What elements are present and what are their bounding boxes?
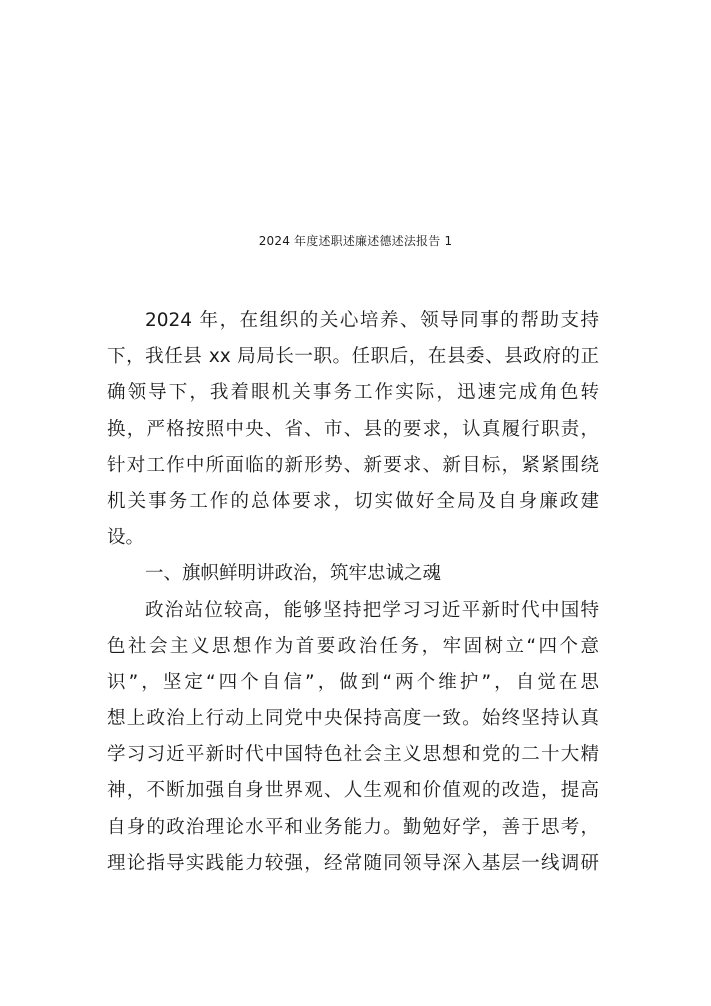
text-line: 自身的政治理论水平和业务能力。勤勉好学，善于思考， [107,816,599,838]
section-heading-1 [107,556,599,592]
text-line: 换，严格按照中央、省、市、县的要求，认真履行职责， [107,418,599,440]
text-line: 想上政治上行动上同党中央保持高度一致。始终坚持认真 [107,708,599,730]
text-line: 学习习近平新时代中国特色社会主义思想和党的二十大精 [107,744,599,766]
section-1-paragraph [107,593,599,883]
document-body [107,303,599,882]
text-line: 理论指导实践能力较强，经常随同领导深入基层一线调研 [107,852,599,874]
text-line: 机关事务工作的总体要求，切实做好全局及自身廉政建 [107,490,599,512]
text-line: 针对工作中所面临的新形势、新要求、新目标，紧紧围绕 [107,454,599,476]
text-line: 下，我任县 xx 局局长一职。任职后，在县委、县政府的正 [107,346,599,368]
text-line: 识”，坚定“四个自信”，做到“两个维护”，自觉在思 [107,671,599,693]
intro-paragraph [107,303,599,556]
section-heading-text: 一、旗帜鲜明讲政治，筑牢忠诚之魂 [145,563,442,585]
text-line: 神，不断加强自身世界观、人生观和价值观的改造，提高 [107,780,599,802]
text-line: 政治站位较高，能够坚持把学习习近平新时代中国特 [145,599,599,621]
text-line: 设。 [107,527,145,549]
document-title: 2024 年度述职述廉述德述法报告 1 [258,234,453,248]
text-line: 确领导下，我着眼机关事务工作实际，迅速完成角色转 [107,382,599,404]
text-line: 色社会主义思想作为首要政治任务，牢固树立“四个意 [107,635,599,657]
text-line: 2024 年，在组织的关心培养、领导同事的帮助支持 [145,310,599,331]
